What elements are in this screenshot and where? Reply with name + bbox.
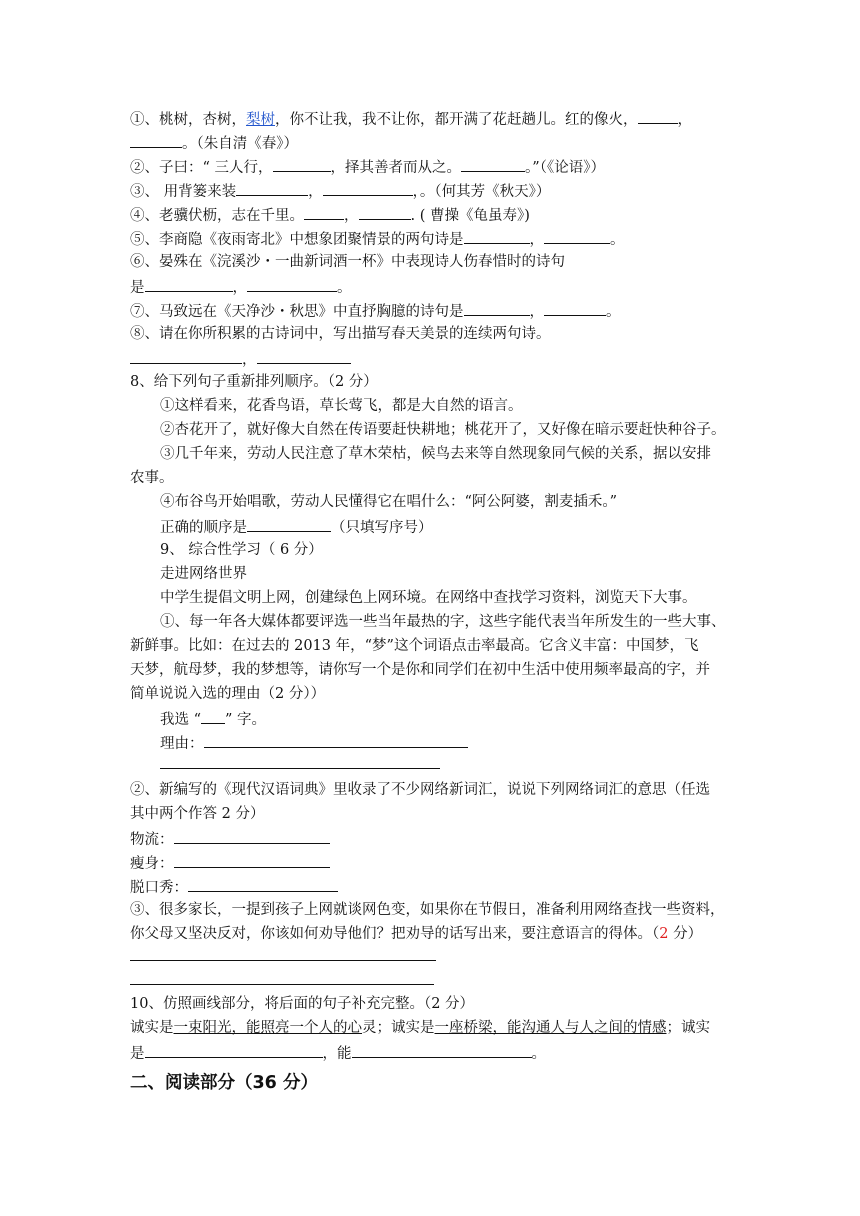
question-8-title: 8、给下列句子重新排列顺序。（2 分） — [130, 374, 378, 390]
poem-q8: ⑧、请在你所积累的古诗词中，写出描写春天美景的连续两句诗。 — [130, 326, 551, 342]
answer-blank[interactable] — [323, 180, 413, 196]
reason-line-2[interactable] — [160, 768, 440, 769]
answer-blank[interactable] — [236, 180, 308, 196]
answer-blank[interactable] — [247, 276, 337, 292]
advice-line-2[interactable] — [130, 984, 434, 985]
section-2-heading: 二、阅读部分（36 分） — [130, 1073, 318, 1093]
sentence-4: ④布谷鸟开始唱歌，劳动人民懂得它在唱什么：“阿公阿婆，割麦插禾。” — [160, 494, 618, 510]
answer-blank[interactable] — [464, 300, 530, 316]
q9-part2-line2: 其中两个作答 2 分） — [130, 806, 265, 822]
answer-blank[interactable] — [130, 348, 242, 364]
text: ， — [242, 352, 257, 368]
text: ⑤、李商隐《夜雨寄北》中想象团聚情景的两句诗是 — [130, 232, 464, 248]
sentence-3-cont: 农事。 — [130, 470, 174, 486]
q9-part2-line1: ②、新编写的《现代汉语词典》里收录了不少网络新词汇，说说下列网络词汇的意思（任选 — [130, 782, 710, 798]
text: . ( 曹操《龟虽寿》) — [410, 208, 530, 224]
answer-blank[interactable] — [145, 276, 233, 292]
text: ②、子曰：“ 三人行， — [130, 160, 273, 176]
poem-q8-line2 — [130, 348, 351, 370]
text: ④、老骥伏枥，志在千里。 — [130, 208, 304, 224]
poem-q5 — [130, 228, 625, 250]
text: 是 — [130, 280, 145, 296]
reason — [160, 732, 468, 754]
poem-q2 — [130, 156, 605, 178]
sentence-1: ①这样看来，花香鸟语，草长莺飞，都是大自然的语言。 — [160, 398, 523, 414]
text: 分） — [668, 926, 703, 942]
text: 。 — [531, 1046, 546, 1062]
q10-line1 — [130, 1018, 710, 1038]
text: 。 — [606, 304, 621, 320]
text: 。”（《论语》） — [525, 160, 605, 176]
text: ，能 — [322, 1046, 352, 1062]
text: 脱口秀： — [130, 880, 188, 896]
text: 瘦身： — [130, 856, 174, 872]
q9-part1-line3: 天梦，航母梦，我的梦想等，请你写一个是你和同学们在初中生活中使用频率最高的字，并 — [130, 662, 710, 678]
text: 你父母又坚决反对，你该如何劝导他们？把劝导的话写出来，要注意语言的得体。（ — [130, 926, 660, 942]
text: ， — [232, 280, 247, 296]
text: 。（朱自清《春》） — [182, 136, 298, 152]
term-blank[interactable] — [174, 828, 330, 844]
text: 我选 “ — [160, 712, 202, 728]
poem-q7 — [130, 300, 621, 322]
underlined-example: 一座桥梁，能沟通人与人之间的情感 — [434, 1020, 667, 1036]
poem-q4 — [130, 204, 530, 226]
term-tuokouxiu — [130, 876, 338, 898]
answer-blank[interactable] — [145, 1042, 323, 1058]
poem-q1 — [130, 108, 692, 130]
answer-blank[interactable] — [544, 228, 610, 244]
q9-part1-line2: 新鲜事。比如：在过去的 2013 年，“梦”这个词语点击率最高。它含义丰富：中国梦，飞 — [130, 638, 699, 654]
text: ， — [344, 208, 359, 224]
q9-part3-line2 — [130, 924, 702, 944]
poem-q1-line2 — [130, 132, 298, 154]
term-wuliu — [130, 828, 330, 850]
text: ， — [308, 184, 323, 200]
word-blank[interactable] — [201, 708, 225, 724]
sentence-3: ③几千年来，劳动人民注意了草木荣枯，候鸟去来等自然现象同气候的关系，据以安排 — [160, 446, 711, 462]
text: 是 — [130, 1046, 145, 1062]
question-9-subtitle: 走进网络世界 — [160, 566, 247, 582]
answer-blank[interactable] — [359, 204, 411, 220]
answer-blank[interactable] — [464, 228, 530, 244]
text: 。 — [337, 280, 352, 296]
question-9-title: 9、 综合性学习（ 6 分） — [160, 542, 323, 558]
sentence-2: ②杏花开了，就好像大自然在传语要赶快耕地；桃花开了，又好像在暗示要赶快种谷子。 — [160, 422, 726, 438]
text: 正确的顺序是 — [160, 520, 247, 536]
term-blank[interactable] — [188, 876, 338, 892]
term-shoushen — [130, 852, 330, 874]
answer-blank[interactable] — [273, 156, 331, 172]
text: 理由： — [160, 736, 204, 752]
link-lishu[interactable]: 梨树 — [246, 112, 275, 128]
term-blank[interactable] — [174, 852, 330, 868]
order-answer — [160, 516, 433, 538]
choose-word — [160, 708, 266, 730]
answer-blank[interactable] — [130, 132, 182, 148]
question-9-intro: 中学生提倡文明上网，创建绿色上网环境。在网络中查找学习资料，浏览天下大事。 — [160, 590, 697, 606]
text: 灵；诚实是 — [362, 1020, 435, 1036]
text: ⑦、马致远在《天净沙・秋思》中直抒胸臆的诗句是 — [130, 304, 464, 320]
q10-line2 — [130, 1042, 546, 1064]
text: 物流： — [130, 832, 174, 848]
underlined-example: 一束阳光，能照亮一个人的心 — [173, 1020, 362, 1036]
q9-part3-line1: ③、很多家长，一提到孩子上网就谈网色变，如果你在节假日，准备利用网络查找一些资料， — [130, 902, 725, 918]
reason-blank[interactable] — [204, 732, 468, 748]
text: ；诚实 — [666, 1020, 710, 1036]
text: ①、桃树，杏树， — [130, 112, 246, 128]
answer-blank[interactable] — [638, 108, 678, 124]
advice-line-1[interactable] — [130, 960, 436, 961]
text: 诚实是 — [130, 1020, 174, 1036]
text: ” 字。 — [225, 712, 267, 728]
text: ，你不让我，我不让你，都开满了花赶趟儿。红的像火， — [275, 112, 638, 128]
text: ，择其善者而从之。 — [330, 160, 462, 176]
text: 。 — [610, 232, 625, 248]
text: ， — [677, 112, 692, 128]
q9-part1-line1: ①、每一年各大媒体都要评选一些当年最热的字，这些字能代表当年所发生的一些大事、 — [160, 614, 726, 630]
poem-q6: ⑥、晏殊在《浣溪沙・一曲新词酒一杯》中表现诗人伤春惜时的诗句 — [130, 254, 565, 270]
answer-blank[interactable] — [257, 348, 351, 364]
question-10-title: 10、仿照画线部分，将后面的句子补充完整。（2 分） — [130, 996, 475, 1012]
text: ， — [529, 232, 544, 248]
text: ， — [529, 304, 544, 320]
score: 2 — [659, 926, 669, 942]
answer-blank[interactable] — [352, 1042, 532, 1058]
answer-blank[interactable] — [544, 300, 606, 316]
answer-blank[interactable] — [304, 204, 344, 220]
poem-q6-line2 — [130, 276, 352, 298]
text: ③、 用背篓来装 — [130, 184, 237, 200]
order-answer-blank[interactable] — [247, 516, 331, 532]
poem-q3 — [130, 180, 550, 202]
text: ，。（何其芳《秋天》） — [412, 184, 551, 200]
answer-blank[interactable] — [461, 156, 525, 172]
text: （只填写序号） — [331, 520, 433, 536]
q9-part1-line4: 简单说说入选的理由（2 分）） — [130, 686, 326, 702]
